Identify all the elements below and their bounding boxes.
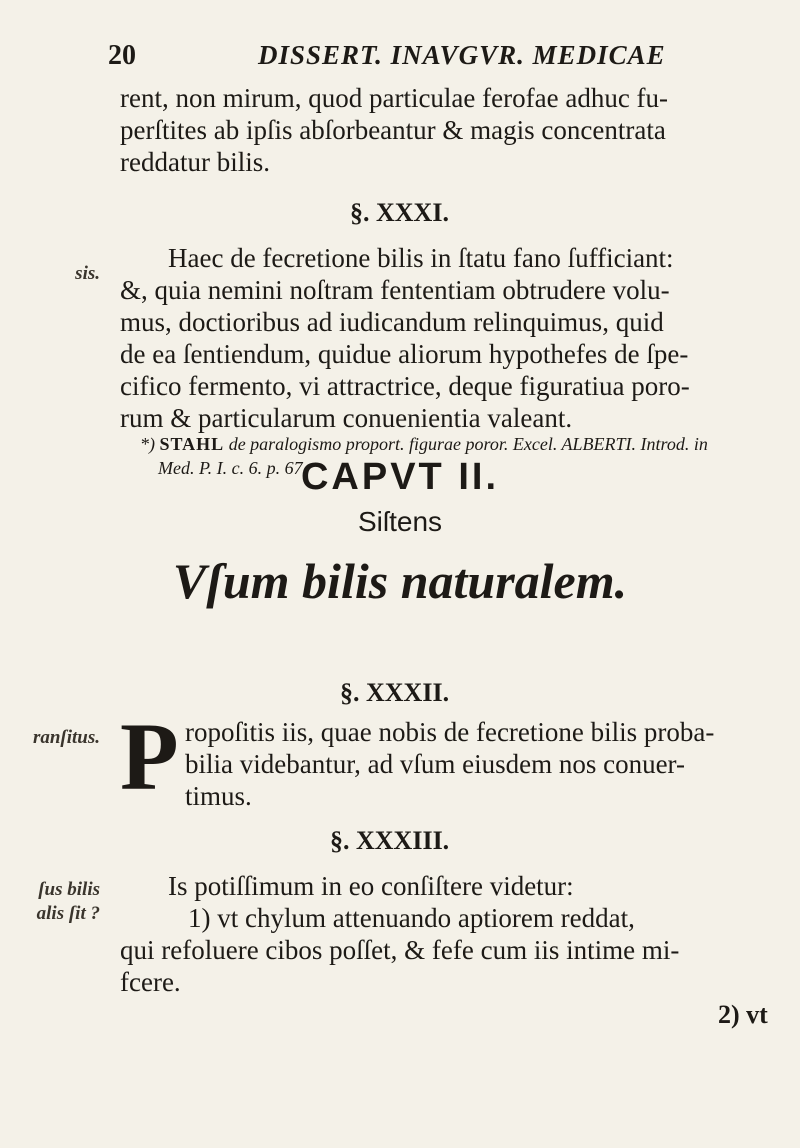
running-title: DISSERT. INAVGVR. MEDICAE bbox=[258, 40, 666, 70]
margin-note: ranſitus. bbox=[32, 727, 100, 748]
section-33-text: Is potiſſimum in eo conſiſtere videtur: 1) vt chylum attenuando aptiorem reddat, qui refoluere cibos poſſet, & fefe cum iis intime mi- fcere. bbox=[120, 871, 680, 997]
footnote-marker: *) bbox=[140, 434, 155, 454]
footnote-text: Med. P. I. c. 6. p. 67. bbox=[158, 458, 308, 478]
footnote-author: STAHL bbox=[159, 434, 225, 454]
section-number: §. XXXIII. bbox=[330, 826, 450, 855]
margin-note: sis. bbox=[75, 263, 100, 284]
margin-note: ſus bilis alis ſit ? bbox=[36, 879, 100, 924]
section-32-text: ropoſitis iis, quae nobis de fecretione bilis proba- bilia videbantur, ad vſum eiusdem nos conuer- timus. bbox=[185, 717, 715, 811]
catchword: 2) vt bbox=[718, 1000, 768, 1029]
chapter-sistens: Siſtens bbox=[357, 506, 443, 537]
chapter-title: CAPVT II. bbox=[300, 456, 500, 498]
footnote-text: de paralogismo proport. figurae poror. Excel. ALBERTI. Introd. in bbox=[228, 434, 708, 454]
intro-paragraph: rent, non mirum, quod particulae ferofae adhuc fu- perſtites ab ipſis abſorbeantur & magis concentrata reddatur bilis. bbox=[120, 83, 669, 177]
page-header bbox=[0, 40, 800, 80]
drop-cap: P bbox=[120, 703, 179, 810]
page-number: 20 bbox=[108, 40, 136, 71]
section-number: §. XXXII. bbox=[340, 678, 450, 707]
section-31-text: Haec de fecretione bilis in ſtatu fano ſufficiant: &, quia nemini noſtram fententiam obtrudere volu- mus, doctioribus ad iudicandum relinquimus, quid de ea ſentiendum, quidue aliorum hypothefes de ſpe- cifico fermento, vi attractrice, deque figuratiua poro- rum & particularum conuenientia valeant. bbox=[120, 243, 690, 433]
chapter-subject: Vſum bilis naturalem. bbox=[172, 553, 628, 609]
section-number: §. XXXI. bbox=[350, 198, 449, 227]
